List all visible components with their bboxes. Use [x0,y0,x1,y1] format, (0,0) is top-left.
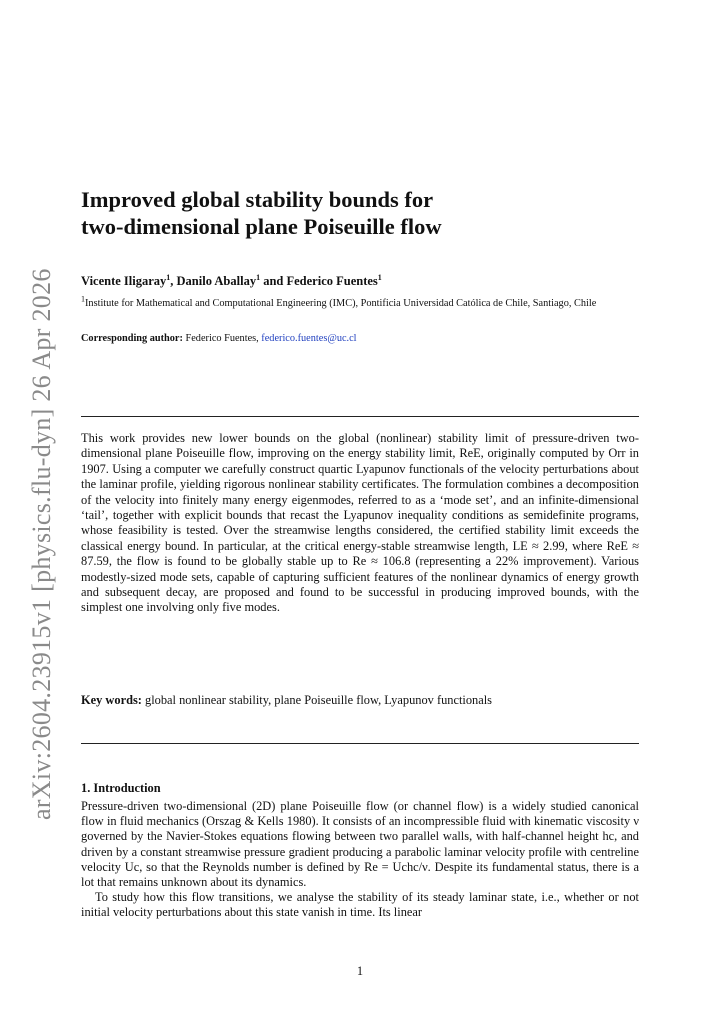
keywords [81,693,639,708]
page-number: 1 [356,964,364,978]
keywords-text: global nonlinear stability, plane Poiseuille flow, Lyapunov functionals [141,693,493,707]
introduction-paragraph: To study how this flow transitions, we analyse the stability of its steady laminar state, i.e., whether or not initial velocity perturbations about this state vanish in time. Its linear [81,890,639,920]
section-heading-introduction: 1. Introduction [81,781,161,795]
corresponding-email-link[interactable]: federico.fuentes@uc.cl [261,333,357,344]
keywords-label: Key words: [81,693,142,707]
introduction-body [81,799,639,921]
affiliation [81,294,639,311]
corresponding-author [81,333,639,344]
title-line-2: two-dimensional plane Poiseuille flow [81,214,442,239]
arxiv-identifier: arXiv:2604.23915v1 [physics.flu-dyn] 26 Apr 2026 [27,268,56,820]
author-name: Danilo Aballay [176,274,257,288]
abstract: This work provides new lower bounds on the global (nonlinear) stability limit of pressure-driven two-dimensional plane Poiseuille flow, improving on the energy stability limit, ReE, originally computed by Orr in 1907. Using a computer we carefully construct quartic Lyapunov functionals of the velocity perturbations about the laminar profile, yielding rigorous nonlinear stability certificates. The formulation combines a decomposition of the velocity into finitely many energy eigenmodes, referred to as a ‘mode set’, and an infinite-dimensional ‘tail’, together with explicit bounds that recast the Lyapunov inequality conditions as semidefinite programs, whose feasibility is tested. Over the streamwise lengths considered, the certified stability limit exceeds the classical energy bound. In particular, at the critical energy-stable streamwise length, LE ≈ 2.99, where ReE ≈ 87.59, the flow is found to be globally stable up to Re ≈ 106.8 (representing a 22% improvement). Various modestly-sized mode sets, capable of capturing sufficient features of the nonlinear dynamics of energy growth and subsequent decay, are proposed and found to be successful in producing improved bounds, with the simplest one involving only five modes. [81,431,639,615]
author-name: Vicente Iligaray [81,274,167,288]
corresponding-label: Corresponding author: [81,333,183,344]
abstract-bottom-rule [81,743,639,744]
author-list [81,274,639,289]
title-line-1: Improved global stability bounds for [81,187,434,212]
affiliation-marker: 1 [81,294,85,304]
author-affiliation-marker: 1 [377,272,382,282]
author-separator: and [260,274,287,288]
author-affiliation-marker: 1 [256,272,261,282]
author-separator: , [170,274,177,288]
abstract-top-rule [81,416,639,417]
affiliation-text: Institute for Mathematical and Computational Engineering (IMC), Pontificia Universidad Católica de Chile, Santiago, Chile [85,298,597,309]
paper-title [81,186,639,240]
author-name: Federico Fuentes [286,274,378,288]
corresponding-name: Federico Fuentes, [182,333,262,344]
author-affiliation-marker: 1 [166,272,171,282]
introduction-paragraph: Pressure-driven two-dimensional (2D) plane Poiseuille flow (or channel flow) is a widely studied canonical flow in fluid mechanics (Orszag & Kells 1980). It consists of an incompressible fluid with kinematic viscosity ν governed by the Navier-Stokes equations flowing between two parallel walls, with half-channel height hc, and driven by a constant streamwise pressure gradient producing a parabolic laminar velocity profile with centreline velocity Uc, so that the Reynolds number is defined by Re = Uchc/ν. Despite its fundamental status, there is a lot that remains unknown about its dynamics. [81,799,639,890]
